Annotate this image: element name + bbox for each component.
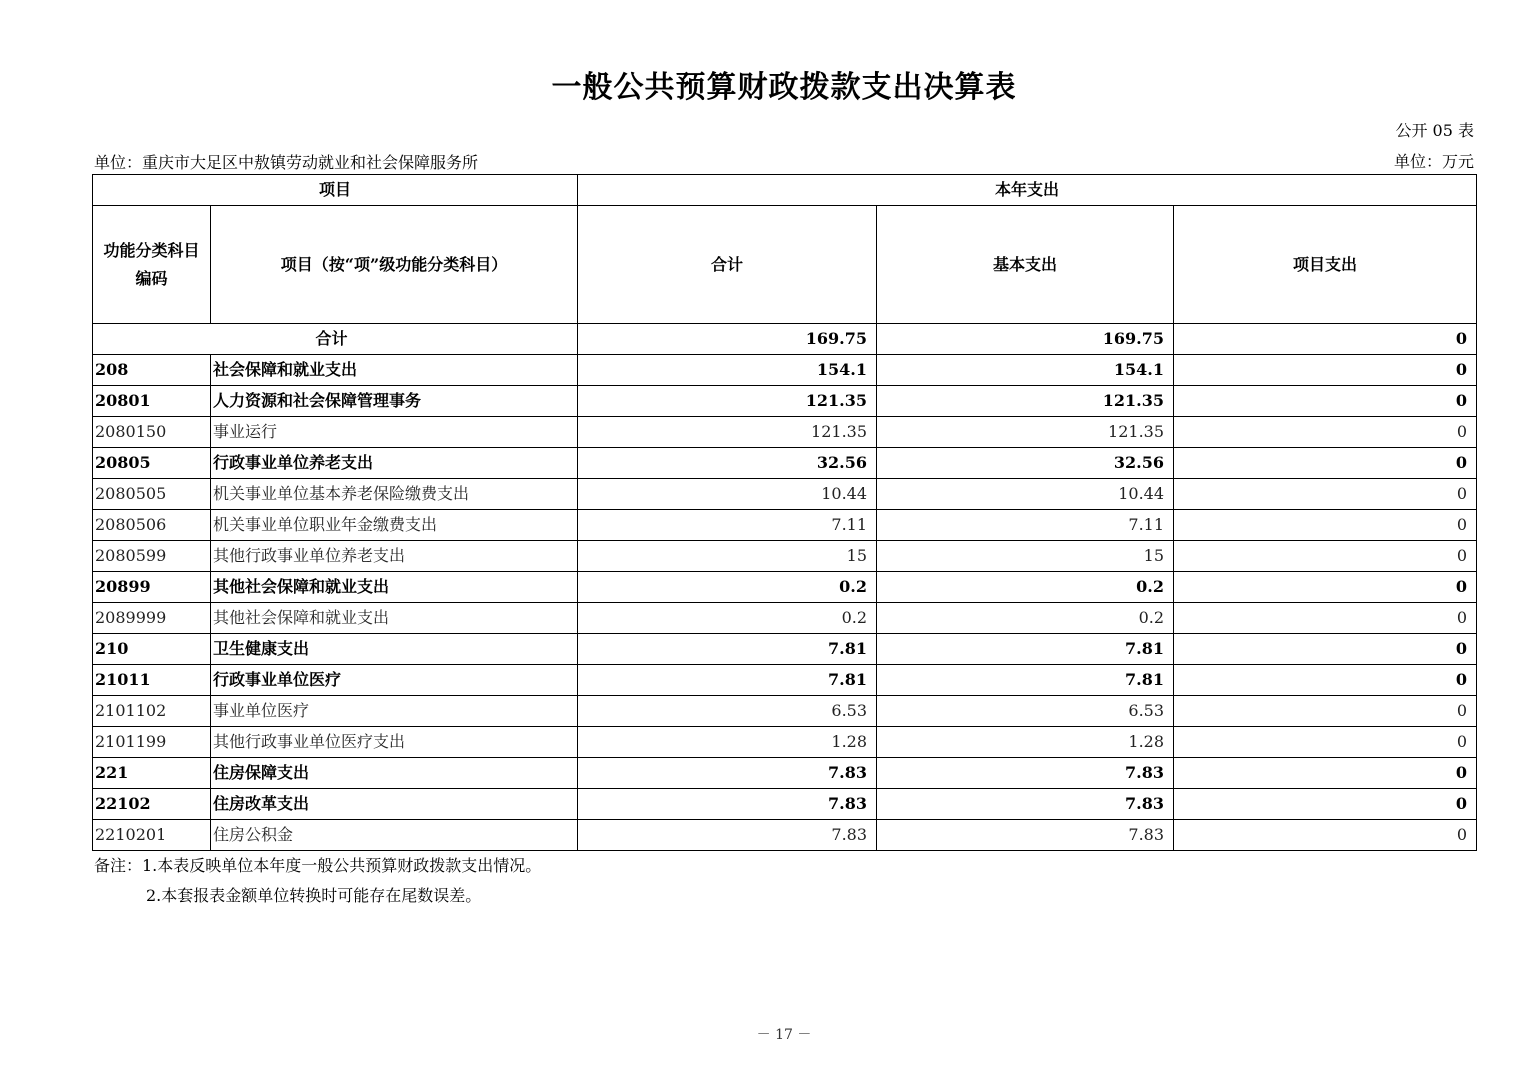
row-code: 2080505 bbox=[93, 479, 211, 510]
row-code: 2089999 bbox=[93, 603, 211, 634]
row-project: 0 bbox=[1174, 603, 1477, 634]
row-code: 21011 bbox=[93, 665, 211, 696]
row-project: 0 bbox=[1174, 820, 1477, 851]
money-unit: 单位：万元 bbox=[1393, 152, 1474, 171]
header-total: 合计 bbox=[578, 206, 877, 324]
table-row bbox=[93, 603, 1477, 634]
table-row bbox=[93, 386, 1477, 417]
row-total: 7.81 bbox=[578, 665, 877, 696]
row-total: 1.28 bbox=[578, 727, 877, 758]
row-basic: 7.81 bbox=[877, 634, 1174, 665]
row-project: 0 bbox=[1174, 355, 1477, 386]
header-code: 功能分类科目编码 bbox=[93, 206, 211, 324]
row-project: 0 bbox=[1174, 417, 1477, 448]
row-name: 行政事业单位医疗 bbox=[211, 665, 578, 696]
header-row-1 bbox=[93, 175, 1477, 206]
row-name: 其他社会保障和就业支出 bbox=[211, 603, 578, 634]
table-row bbox=[93, 417, 1477, 448]
row-name: 人力资源和社会保障管理事务 bbox=[211, 386, 578, 417]
row-project: 0 bbox=[1174, 448, 1477, 479]
row-total: 0.2 bbox=[578, 572, 877, 603]
row-code: 22102 bbox=[93, 789, 211, 820]
row-total: 7.83 bbox=[578, 820, 877, 851]
row-name: 其他社会保障和就业支出 bbox=[211, 572, 578, 603]
row-name: 社会保障和就业支出 bbox=[211, 355, 578, 386]
table-row bbox=[93, 510, 1477, 541]
row-total: 121.35 bbox=[578, 417, 877, 448]
table-row bbox=[93, 727, 1477, 758]
row-project: 0 bbox=[1174, 696, 1477, 727]
row-code: 2210201 bbox=[93, 820, 211, 851]
row-name: 事业单位医疗 bbox=[211, 696, 578, 727]
row-name: 事业运行 bbox=[211, 417, 578, 448]
row-basic: 121.35 bbox=[877, 417, 1174, 448]
row-total: 15 bbox=[578, 541, 877, 572]
row-name: 行政事业单位养老支出 bbox=[211, 448, 578, 479]
row-code: 20801 bbox=[93, 386, 211, 417]
header-item: 项目（按“项”级功能分类科目） bbox=[211, 206, 578, 324]
row-project: 0 bbox=[1174, 510, 1477, 541]
row-total: 0.2 bbox=[578, 603, 877, 634]
total-project: 0 bbox=[1174, 324, 1477, 355]
row-basic: 7.83 bbox=[877, 758, 1174, 789]
row-code: 2101102 bbox=[93, 696, 211, 727]
table-row bbox=[93, 572, 1477, 603]
row-code: 210 bbox=[93, 634, 211, 665]
page-number: － 17 － bbox=[756, 1027, 812, 1043]
note-2: 2.本套报表金额单位转换时可能存在尾数误差。 bbox=[146, 886, 482, 905]
row-basic: 7.83 bbox=[877, 820, 1174, 851]
row-total: 10.44 bbox=[578, 479, 877, 510]
row-name: 机关事业单位职业年金缴费支出 bbox=[211, 510, 578, 541]
row-code: 2080599 bbox=[93, 541, 211, 572]
row-project: 0 bbox=[1174, 479, 1477, 510]
row-project: 0 bbox=[1174, 789, 1477, 820]
row-basic: 15 bbox=[877, 541, 1174, 572]
table-row bbox=[93, 634, 1477, 665]
table-row bbox=[93, 541, 1477, 572]
row-total: 7.83 bbox=[578, 789, 877, 820]
table-row bbox=[93, 820, 1477, 851]
row-basic: 7.81 bbox=[877, 665, 1174, 696]
row-basic: 121.35 bbox=[877, 386, 1174, 417]
row-code: 2101199 bbox=[93, 727, 211, 758]
row-name: 卫生健康支出 bbox=[211, 634, 578, 665]
row-total: 7.83 bbox=[578, 758, 877, 789]
row-total: 7.11 bbox=[578, 510, 877, 541]
form-number: 公开 05 表 bbox=[1395, 121, 1474, 140]
row-project: 0 bbox=[1174, 727, 1477, 758]
header-current-year: 本年支出 bbox=[578, 175, 1477, 206]
row-total: 6.53 bbox=[578, 696, 877, 727]
table-row bbox=[93, 448, 1477, 479]
row-project: 0 bbox=[1174, 572, 1477, 603]
row-project: 0 bbox=[1174, 386, 1477, 417]
row-name: 机关事业单位基本养老保险缴费支出 bbox=[211, 479, 578, 510]
row-total: 7.81 bbox=[578, 634, 877, 665]
header-project-exp: 项目支出 bbox=[1174, 206, 1477, 324]
row-name: 住房保障支出 bbox=[211, 758, 578, 789]
total-value: 169.75 bbox=[578, 324, 877, 355]
row-total: 32.56 bbox=[578, 448, 877, 479]
row-basic: 7.11 bbox=[877, 510, 1174, 541]
row-basic: 0.2 bbox=[877, 603, 1174, 634]
header-row-2 bbox=[93, 206, 1477, 324]
row-name: 其他行政事业单位医疗支出 bbox=[211, 727, 578, 758]
row-basic: 154.1 bbox=[877, 355, 1174, 386]
row-name: 住房公积金 bbox=[211, 820, 578, 851]
row-project: 0 bbox=[1174, 634, 1477, 665]
note-1: 备注：1.本表反映单位本年度一般公共预算财政拨款支出情况。 bbox=[94, 856, 542, 875]
row-code: 2080506 bbox=[93, 510, 211, 541]
expenditure-table bbox=[92, 174, 1477, 851]
table-row bbox=[93, 665, 1477, 696]
row-code: 20805 bbox=[93, 448, 211, 479]
row-project: 0 bbox=[1174, 541, 1477, 572]
header-basic: 基本支出 bbox=[877, 206, 1174, 324]
row-total: 154.1 bbox=[578, 355, 877, 386]
row-code: 2080150 bbox=[93, 417, 211, 448]
row-name: 其他行政事业单位养老支出 bbox=[211, 541, 578, 572]
total-row bbox=[93, 324, 1477, 355]
row-code: 20899 bbox=[93, 572, 211, 603]
row-basic: 32.56 bbox=[877, 448, 1174, 479]
row-basic: 0.2 bbox=[877, 572, 1174, 603]
table-row bbox=[93, 479, 1477, 510]
total-basic: 169.75 bbox=[877, 324, 1174, 355]
row-code: 221 bbox=[93, 758, 211, 789]
row-basic: 1.28 bbox=[877, 727, 1174, 758]
organization-unit: 单位：重庆市大足区中敖镇劳动就业和社会保障服务所 bbox=[94, 153, 479, 172]
table-row bbox=[93, 789, 1477, 820]
notes bbox=[94, 851, 541, 911]
table-row bbox=[93, 758, 1477, 789]
row-basic: 7.83 bbox=[877, 789, 1174, 820]
row-basic: 10.44 bbox=[877, 479, 1174, 510]
row-basic: 6.53 bbox=[877, 696, 1174, 727]
row-code: 208 bbox=[93, 355, 211, 386]
row-project: 0 bbox=[1174, 665, 1477, 696]
page-title: 一般公共预算财政拨款支出决算表 bbox=[551, 70, 1017, 105]
table-row bbox=[93, 355, 1477, 386]
row-name: 住房改革支出 bbox=[211, 789, 578, 820]
header-project: 项目 bbox=[93, 175, 578, 206]
total-label: 合计 bbox=[93, 324, 578, 355]
row-project: 0 bbox=[1174, 758, 1477, 789]
row-total: 121.35 bbox=[578, 386, 877, 417]
table-row bbox=[93, 696, 1477, 727]
